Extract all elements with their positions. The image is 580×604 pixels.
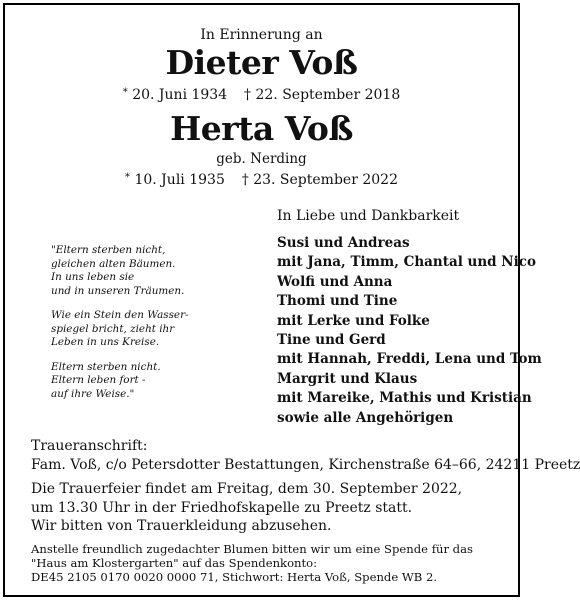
donation-line: Anstelle freundlich zugedachter Blumen bitten wir um eine Spende für das (31, 542, 473, 556)
mourner-line: mit Mareike, Mathis und Kristian (277, 390, 532, 407)
mourner-line: mit Lerke und Folke (277, 312, 430, 329)
donation-line: "Haus am Klostergarten" auf das Spendenkonto: (31, 556, 318, 570)
death-date: † 23. September 2022 (241, 172, 398, 188)
service-line: um 13.30 Uhr in der Friedhofskapelle zu Preetz statt. (31, 499, 413, 516)
poem-line: "Eltern sterben nicht, (51, 244, 166, 256)
mourners-list (277, 234, 542, 428)
poem-stanza (51, 361, 189, 402)
death-date: † 22. September 2018 (244, 87, 401, 103)
birth-name: geb. Nerding (216, 151, 307, 167)
mourner-line: Tine und Gerd (277, 332, 386, 349)
mourner-line: Wolfi und Anna (277, 273, 393, 290)
mourner-line: mit Jana, Timm, Chantal und Nico (277, 254, 536, 271)
service-line: Die Trauerfeier findet am Freitag, dem 30. September 2022, (31, 481, 463, 497)
funeral-service-info (31, 480, 462, 536)
mourner-line: Thomi und Tine (277, 293, 398, 310)
poem-stanza (51, 244, 189, 298)
donation-info (31, 542, 473, 584)
intro-text: In Erinnerung an (200, 27, 323, 43)
poem-line: Eltern sterben nicht. (51, 360, 161, 373)
poem-line: Eltern leben fort - (51, 374, 146, 386)
life-dates-2 (5, 172, 518, 188)
birth-date: 10. Juli 1935 (134, 172, 225, 188)
obituary-notice (3, 3, 580, 597)
poem-stanza (51, 309, 189, 350)
mourner-line: Susi und Andreas (277, 235, 410, 251)
mourning-address (31, 437, 580, 474)
mourner-line: sowie alle Angehörigen (277, 409, 454, 426)
service-line: Wir bitten von Trauerkleidung abzusehen. (31, 518, 332, 534)
address-line: Fam. Voß, c/o Petersdotter Bestattungen, Kirchenstraße 64–66, 24211 Preetz (31, 456, 580, 473)
poem-line: gleichen alten Bäumen. (51, 257, 176, 270)
birth-date: 20. Juni 1934 (132, 87, 228, 103)
mourner-line: Margrit und Klaus (277, 370, 418, 387)
mourner-line: mit Hannah, Freddi, Lena und Tom (277, 351, 542, 368)
life-dates-1 (5, 87, 518, 103)
poem-line: und in unseren Träumen. (51, 284, 185, 297)
poem-line: auf ihre Weise." (51, 387, 135, 400)
deceased-name-2: Herta Voß (170, 109, 353, 148)
birth-symbol: * (122, 87, 128, 98)
poem-line: spiegel bricht, zieht ihr (51, 322, 175, 335)
poem-line: In uns leben sie (51, 271, 135, 283)
birth-symbol: * (125, 172, 131, 183)
poem-line: Wie ein Stein den Wasser- (51, 309, 189, 321)
dedication-text: In Liebe und Dankbarkeit (277, 208, 460, 224)
poem (51, 244, 189, 412)
poem-line: Leben in uns Kreise. (51, 336, 160, 348)
deceased-name-1: Dieter Voß (165, 43, 358, 82)
address-label: Traueranschrift: (31, 438, 148, 454)
donation-line: DE45 2105 0170 0020 0000 71, Stichwort: Herta Voß, Spende WB 2. (31, 570, 438, 584)
